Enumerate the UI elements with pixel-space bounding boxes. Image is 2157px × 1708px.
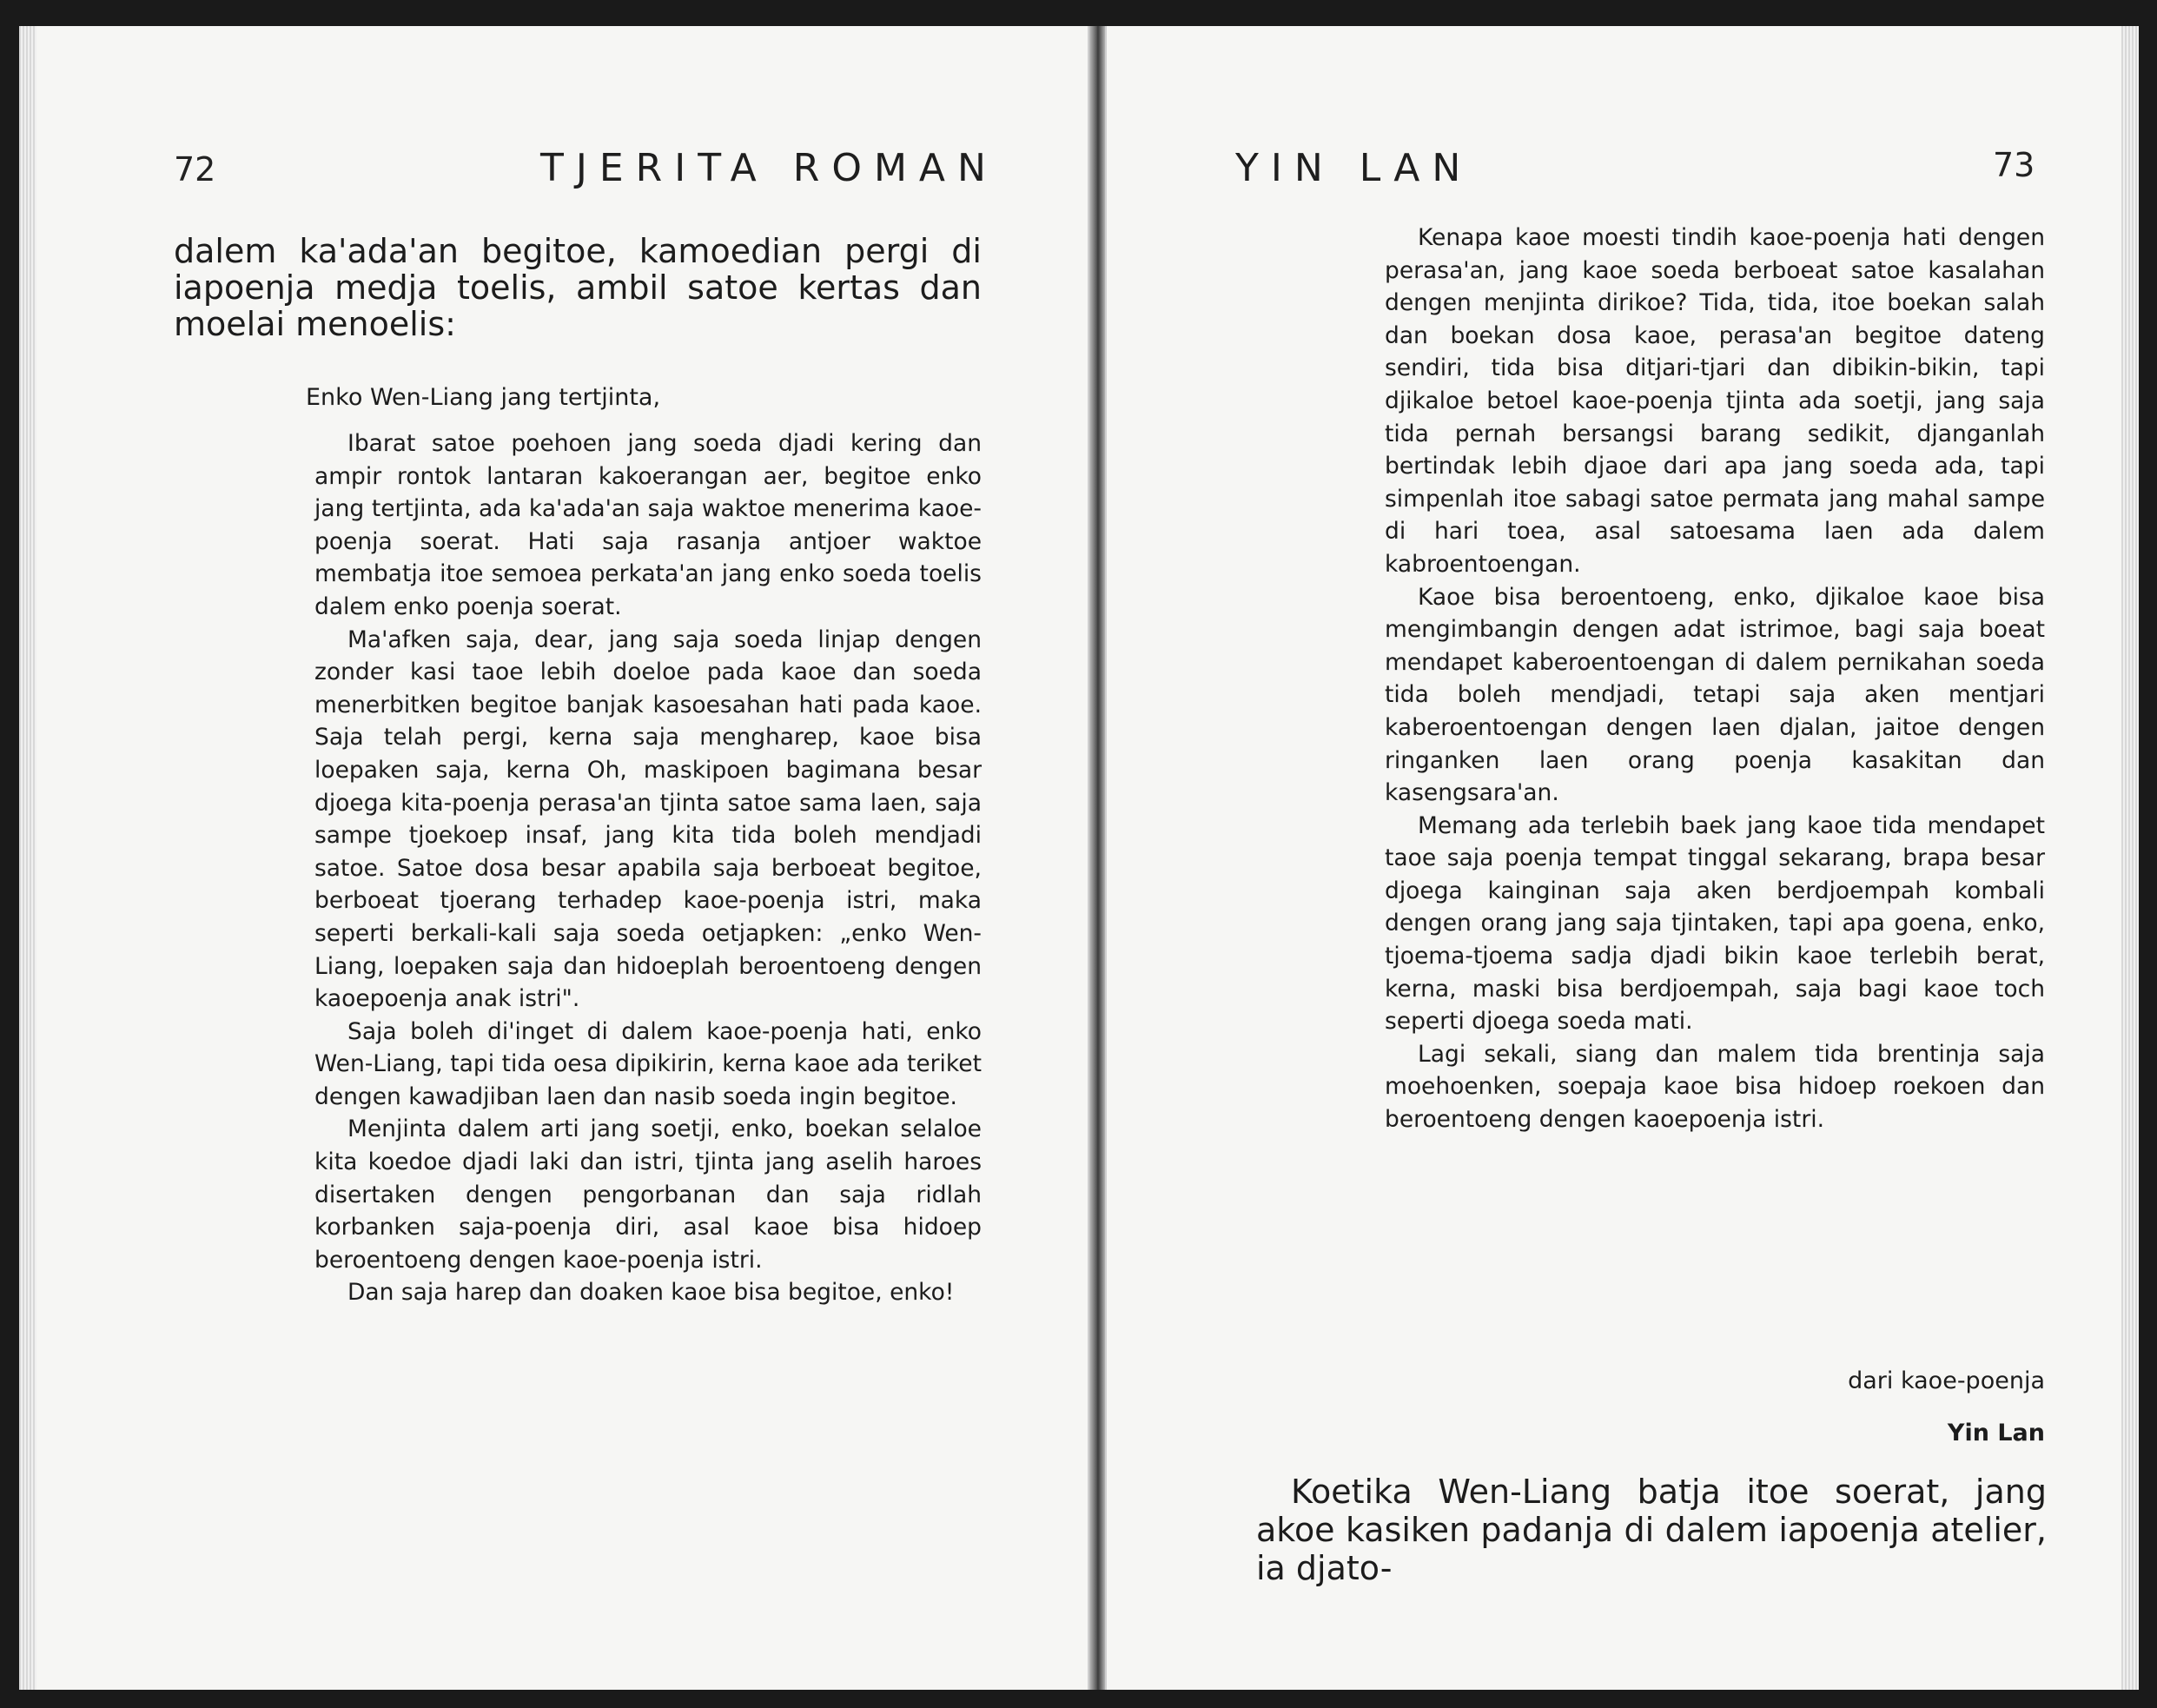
letter-paragraph: Dan saja harep dan doaken kaoe bisa begitoe, enko! [347, 1279, 955, 1307]
letter-closing: dari kaoe-poenja [1848, 1367, 2045, 1394]
letter-paragraph: Menjinta dalem arti jang soetji, enko, boekan selaloe kita koedoe djadi laki dan istri, tjinta jang aselih haroes disertaken dengen pengorbanan dan saja ridlah korbanken saja-poenja diri, asal kaoe bisa hidoep beroentoeng dengen kaoe-poenja istri. [314, 1115, 982, 1274]
page-number-left: 72 [174, 150, 216, 189]
letter-paragraph: Kaoe bisa beroentoeng, enko, djikaloe kaoe bisa mengimbangin dengen adat istrimoe, bagi saja boeat mendapet kaberoentoengan di dalem pernikahan soeda tida boleh mendjadi, tetapi saja aken mentjari kaberoentoengan dengen laen djalan, jaitoe dengen ringanken laen orang poenja kasakitan dan kasengsara'an. [1385, 583, 2045, 807]
letter-paragraph: Kenapa kaoe moesti tindih kaoe-poenja hati dengen perasa'an, jang kaoe soeda berboeat satoe kasalahan dengen menjinta dirikoe? Tida, tida, itoe boekan salah dan boekan dosa kaoe, perasa'an begitoe dateng sendiri, tida bisa ditjari-tjari dan dibikin-bikin, tapi djikaloe betoel kaoe-poenja tjinta ada soetji, jang saja tida pernah bersangsi barang sedikit, djanganlah bertindak lebih djaoe dari apa jang soeda ada, tapi simpenlah itoe sabagi satoe permata jang mahal sampe di hari toea, asal satoesama laen ada dalem kabroentoengan. [1385, 224, 2045, 578]
letter-paragraph: Lagi sekali, siang dan malem tida brentinja saja moehoenken, soepaja kaoe bisa hidoep roekoen dan beroentoeng dengen kaoepoenja istri. [1385, 1040, 2045, 1134]
letter-salutation: Enko Wen-Liang jang tertjinta, [306, 384, 661, 411]
running-head-left: TJERITA ROMAN [540, 146, 998, 190]
letter-body-right [1385, 222, 2045, 1136]
lead-text: dalem ka'ada'an begitoe, kamoedian pergi di iapoenja medja toelis, ambil satoe kertas dan moelai menoelis: [174, 232, 982, 343]
right-page [1105, 26, 2139, 1690]
left-page [19, 26, 1089, 1690]
letter-paragraph: Ibarat satoe poehoen jang soeda djadi kering dan ampir rontok lantaran kakoerangan aer, begitoe enko jang tertjinta, ada ka'ada'an saja waktoe menerima kaoe-poenja soerat. Hati saja rasanja antjoer waktoe membatja itoe semoea perkata'an jang enko soeda toelis dalem enko poenja soerat. [314, 430, 982, 620]
letter-signature: Yin Lan [1947, 1420, 2045, 1447]
letter-paragraph: Saja boleh di'inget di dalem kaoe-poenja hati, enko Wen-Liang, tapi tida oesa dipikirin, kerna kaoe ada teriket dengen kawadjiban laen dan nasib soeda ingin begitoe. [314, 1017, 982, 1110]
letter-body-left [314, 427, 982, 1309]
page-edge-left [19, 26, 36, 1690]
running-head-right: YIN LAN [1235, 146, 1473, 190]
page-number-right: 73 [1993, 146, 2035, 184]
letter-paragraph: Memang ada terlebih baek jang kaoe tida mendapet taoe saja poenja tempat tinggal sekarang, brapa besar djoega kainginan saja aken berdjoempah kombali dengen orang jang saja tjintaken, tapi apa goena, enko, tjoema-tjoema sadja djadi bikin kaoe terlebih berat, kerna, maski bisa berdjoempah, saja bagi kaoe toch seperti djoega soeda mati. [1385, 811, 2045, 1036]
resume-text: Koetika Wen-Liang batja itoe soerat, jang akoe kasiken padanja di dalem iapoenja atelier, ia djato- [1256, 1473, 2047, 1587]
letter-paragraph: Ma'afken saja, dear, jang saja soeda linjap dengen zonder kasi taoe lebih doeloe pada kaoe dan soeda menerbitken begitoe banjak kasoesahan hati pada kaoe. Saja telah pergi, kerna saja mengharep, kaoe bisa loepaken saja, kerna Oh, maskipoen bagimana besar djoega kita-poenja perasa'an tjinta satoe sama laen, saja sampe tjoekoep insaf, jang kita tida boleh mendjadi satoe. Satoe dosa besar apabila saja berboeat begitoe, berboeat tjoerang terhadep kaoe-poenja istri, maka seperti berkali-kali saja soeda oetjapken: „enko Wen-Liang, loepaken saja dan hidoeplah beroentoeng dengen kaoepoenja anak istri". [314, 626, 982, 1013]
book-gutter [1089, 26, 1105, 1690]
page-edge-right [2121, 26, 2139, 1690]
book-spread [19, 26, 2139, 1690]
